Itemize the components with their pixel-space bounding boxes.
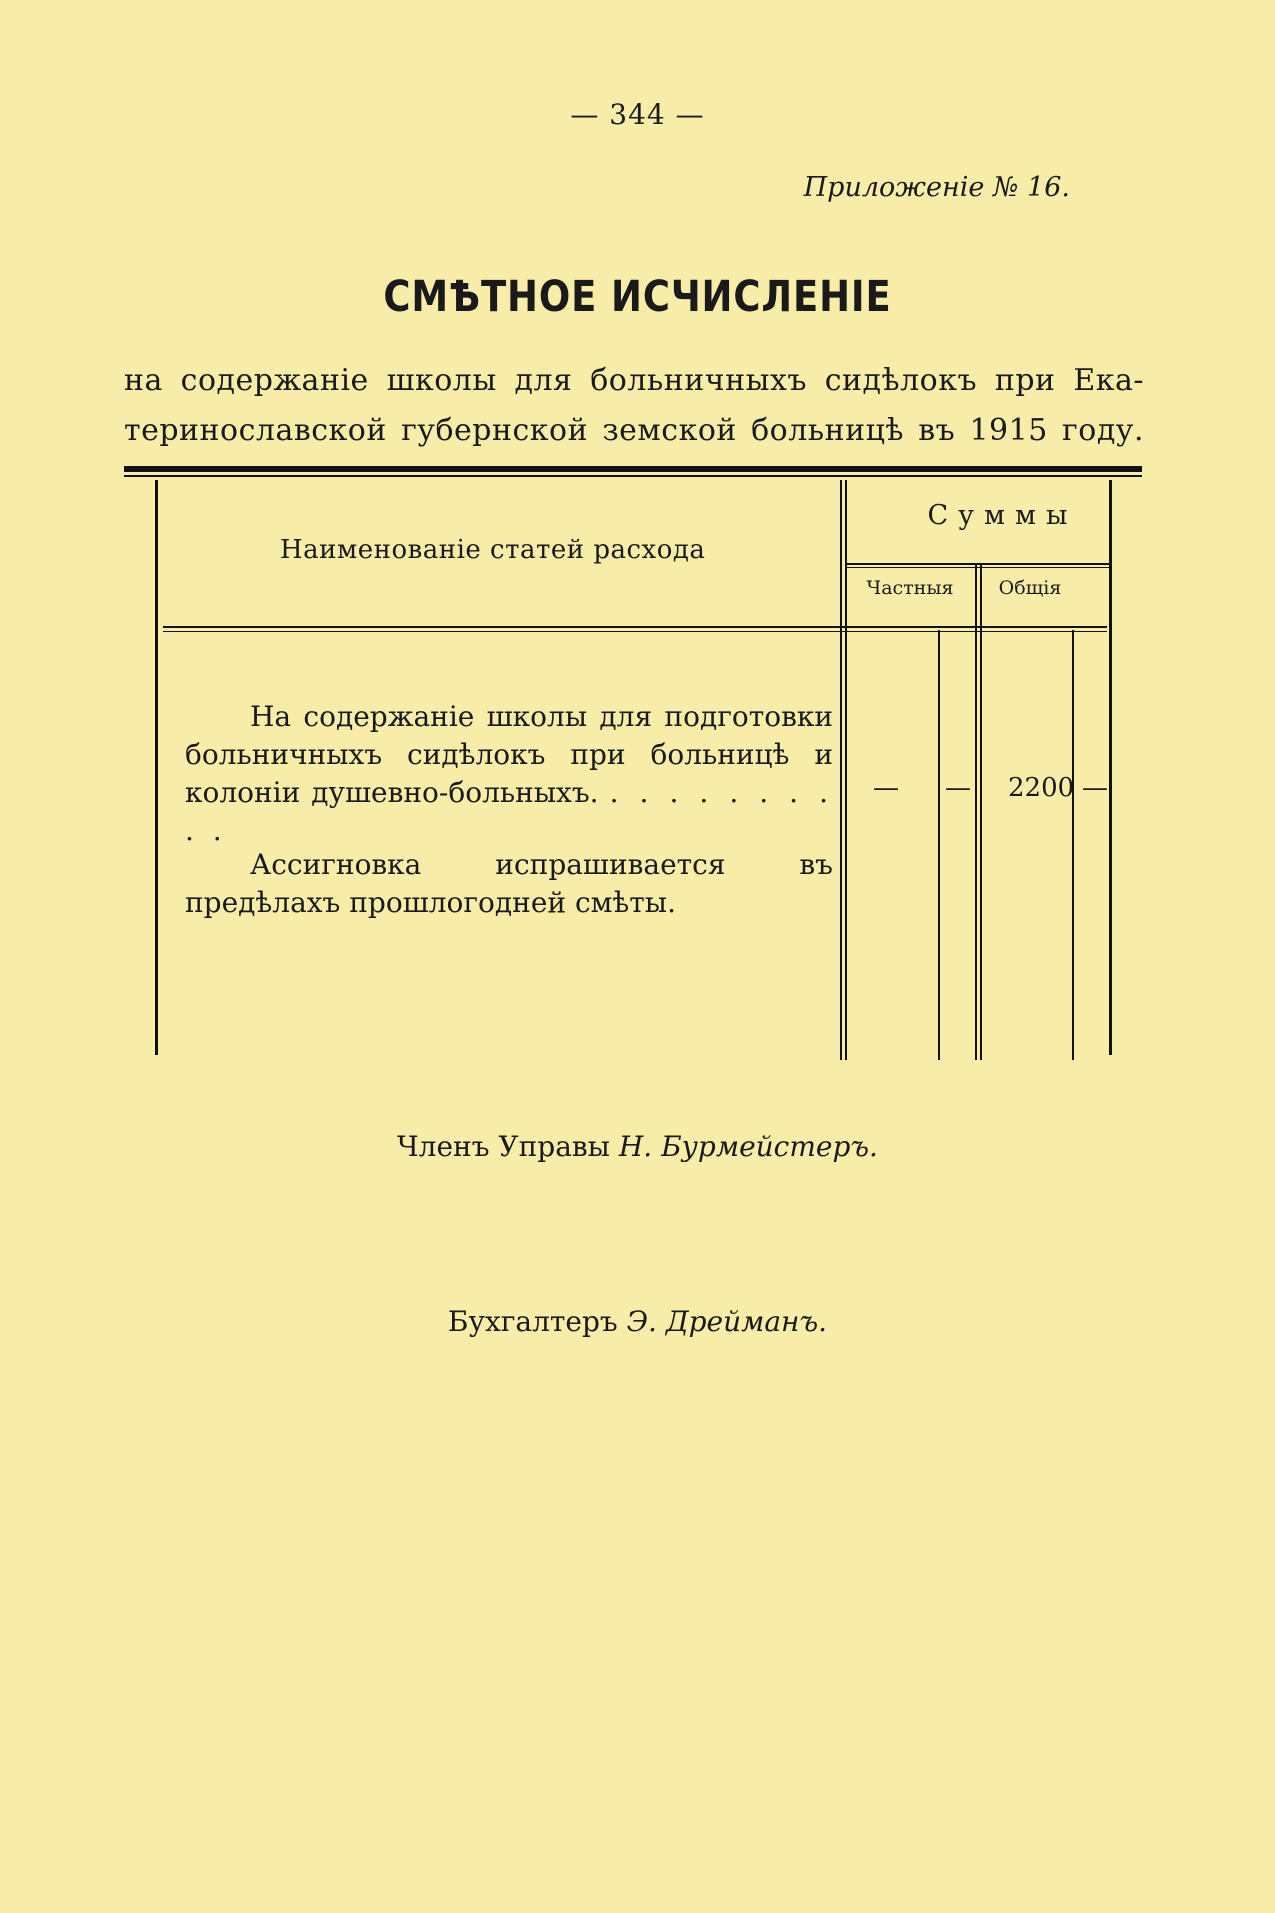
header-sums: Суммы	[927, 500, 1078, 531]
header-bottom-rule	[163, 626, 1107, 628]
table-left-border	[155, 480, 158, 1055]
subtitle-line-1: на содержаніе школы для больничныхъ сидѣлокъ при Ека-	[124, 363, 1144, 398]
sums-header-rule-2	[845, 567, 1109, 568]
private-amount: —	[873, 773, 899, 803]
member-name: Н. Бурмейстеръ.	[618, 1130, 878, 1163]
subtitle-line-2: теринославской губернской земской больницѣ въ 1915 году.	[124, 413, 1144, 448]
table-right-border	[1109, 480, 1112, 1055]
document-title: СМѢТНОЕ ИСЧИСЛЕНІЕ	[383, 272, 892, 322]
header-bottom-rule-2	[163, 631, 1107, 632]
signature-accountant	[0, 1305, 1275, 1338]
column-separator-total-fraction	[1072, 630, 1074, 1060]
sums-header-rule	[845, 563, 1109, 565]
total-fraction: —	[1082, 773, 1108, 803]
column-separator-private-fraction	[938, 630, 940, 1060]
signature-board-member	[0, 1130, 1275, 1163]
header-private: Частныя	[866, 577, 954, 599]
column-separator-sums	[975, 563, 977, 1060]
allocation-note: Ассигновка испрашивается въ предѣлахъ прошлогодней смѣты.	[185, 848, 833, 919]
accountant-name: Э. Дрейманъ.	[626, 1305, 828, 1338]
expense-item-text: На содержаніе школы для подготовки больничныхъ сидѣлокъ при больницѣ и колоніи душевно-больныхъ.	[185, 700, 833, 809]
estimate-table	[155, 480, 1111, 1060]
accountant-role: Бухгалтеръ	[447, 1305, 618, 1338]
table-top-rule-thin	[124, 475, 1142, 477]
header-total: Общія	[998, 577, 1062, 599]
leader-dots: . . . . . . . . . .	[185, 776, 833, 847]
page-number: — 344 —	[570, 98, 705, 131]
column-separator-name	[840, 480, 842, 1060]
private-fraction: —	[945, 773, 971, 803]
column-separator-sums-2	[980, 563, 982, 1060]
document-subtitle	[124, 356, 1144, 456]
table-top-rule	[124, 466, 1142, 472]
total-amount: 2200	[1008, 773, 1075, 803]
expense-item-description	[185, 698, 833, 850]
header-item-name: Наименованіе статей расхода	[280, 535, 706, 565]
member-role: Членъ Управы	[397, 1130, 610, 1163]
appendix-label: Приложеніе № 16.	[803, 172, 1070, 203]
